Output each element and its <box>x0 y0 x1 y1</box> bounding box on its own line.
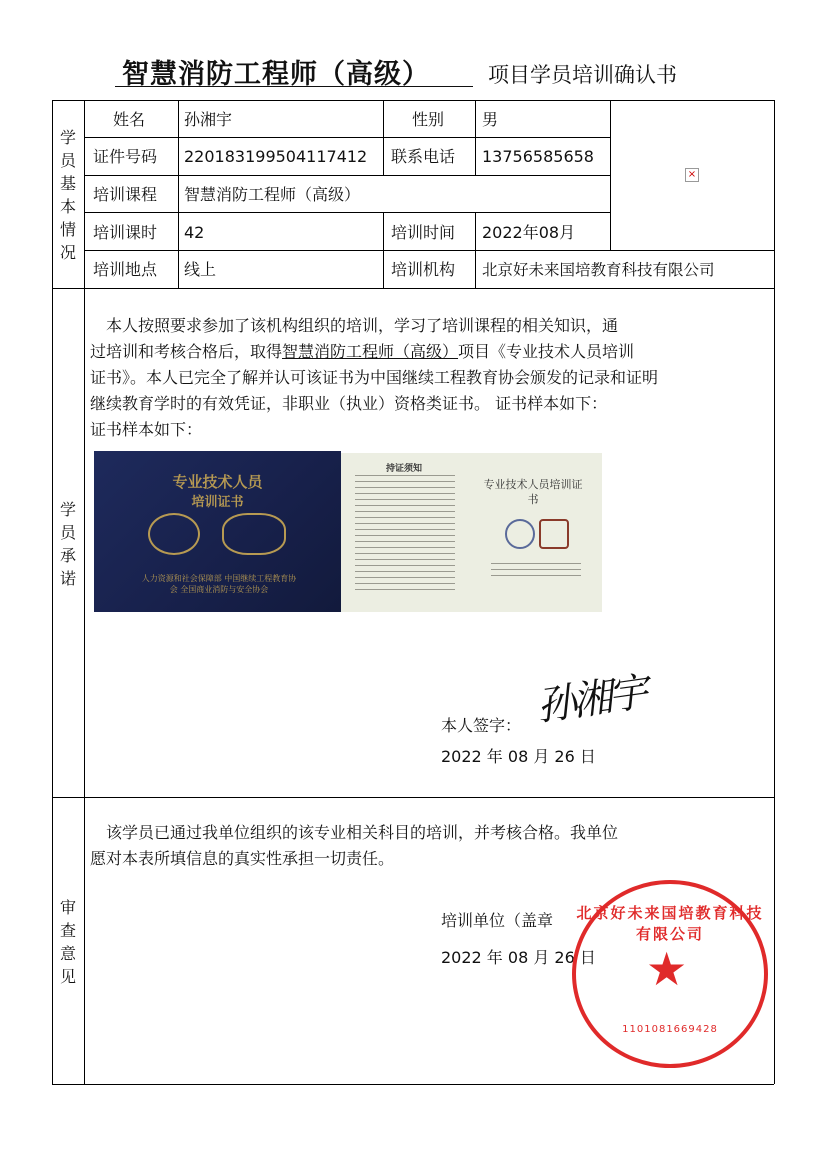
document-title: 智慧消防工程师（高级） <box>122 59 430 90</box>
place-value: 线上 <box>184 260 217 279</box>
ncfcsa-emblem-icon <box>222 513 286 555</box>
official-stamp <box>572 880 768 1068</box>
gender-value: 男 <box>482 110 499 129</box>
promise-date: 2022 年 08 月 26 日 <box>441 747 596 766</box>
cacee-emblem-icon <box>148 513 200 555</box>
org-value: 北京好未来国培教育科技有限公司 <box>482 261 715 279</box>
title-underline <box>115 86 473 87</box>
certificate-cover-image: 专业技术人员 培训证书 人力资源和社会保障部 中国继续工程教育协会 全国商业消防与安全协会 <box>94 451 341 612</box>
section-label-basic: 学 员 基 本 情 况 <box>59 128 76 262</box>
place-label: 培训地点 <box>93 260 158 279</box>
course-value: 智慧消防工程师（高级） <box>184 185 361 204</box>
section-label-review: 审 查 意 见 <box>59 898 76 986</box>
time-label: 培训时间 <box>391 223 456 242</box>
section-label-promise: 学 员 承 诺 <box>59 500 76 588</box>
org-label: 培训机构 <box>391 260 456 279</box>
course-label: 培训课程 <box>93 185 158 204</box>
time-value: 2022年08月 <box>482 223 576 242</box>
phone-label: 联系电话 <box>391 147 456 166</box>
unit-label: 培训单位（盖章 <box>441 911 554 930</box>
name-label: 姓名 <box>113 110 146 129</box>
certificate-inner-image: 持证须知 专业技术人员培训证书 <box>341 453 602 612</box>
star-icon: ★ <box>646 942 688 996</box>
gender-label: 性别 <box>412 110 445 129</box>
broken-photo-icon: × <box>685 168 699 182</box>
review-paragraph: 该学员已通过我单位组织的该专业相关科目的培训，并考核合格。我单位 愿对本表所填信息的真实性承担一切责任。 <box>90 823 619 868</box>
review-date: 2022 年 08 月 26 日 <box>441 948 596 967</box>
id-value: 220183199504117412 <box>184 147 368 166</box>
hours-value: 42 <box>184 223 205 242</box>
name-value: 孙湘宇 <box>184 110 233 129</box>
phone-value: 13756585658 <box>482 147 594 166</box>
handwritten-signature: 孙湘宇 <box>533 669 648 731</box>
seal-blue-icon <box>505 519 535 549</box>
stamp-number: 1101081669428 <box>622 1024 718 1035</box>
seal-red-icon <box>539 519 569 549</box>
hours-label: 培训课时 <box>93 223 158 242</box>
document-subtitle: 项目学员培训确认书 <box>488 63 677 87</box>
id-label: 证件号码 <box>93 147 158 166</box>
stamp-text: 北京好未来国培教育科技有限公司 <box>576 904 764 943</box>
signature-label: 本人签字： <box>441 716 522 735</box>
promise-paragraph: 本人按照要求参加了该机构组织的培训，学习了培训课程的相关知识，通 过培训和考核合格后，取得智慧消防工程师（高级）项目《专业技术人员培训 证书》。本人已完全了解并认可该证书为中国继续工程教育协会颁发的记录和证明 继续教育学时的有效凭证，非职业（执业）资格类证书。 证书样本如下： 证书样本如下： <box>90 316 659 439</box>
